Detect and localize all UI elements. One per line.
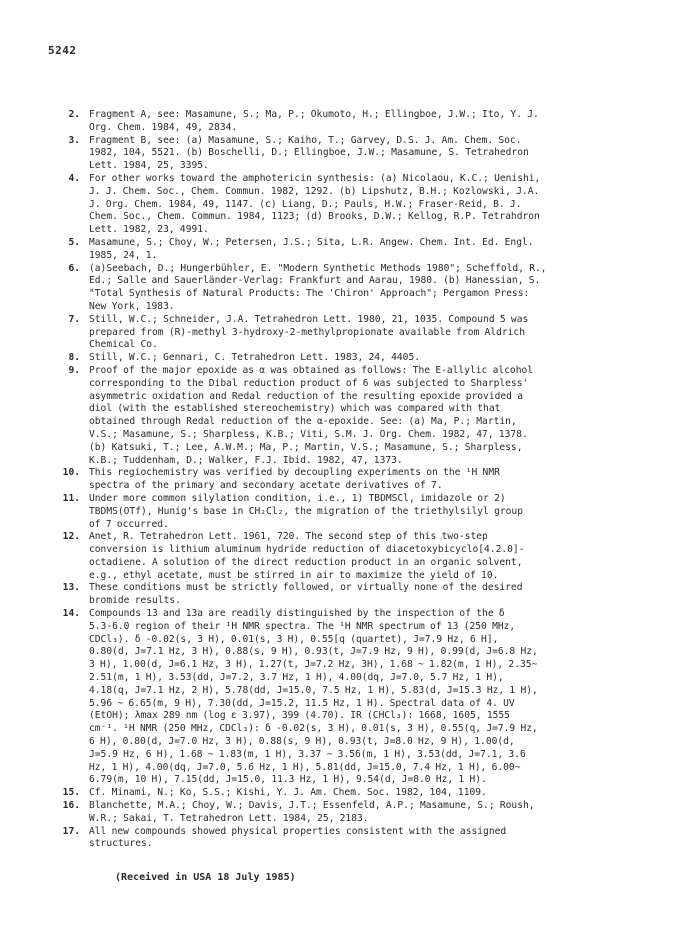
reference-text: Anet, R. Tetrahedron Lett. 1961, 720. The second step of this two-step conversion is lithium aluminum hydride reduction of diacetoxybicyclo[4.2.0]- octadiene. A solution of the direct reduction product in an organic solvent, e.g., ethyl acetate, must be stirred in air to maximize the yield of 10. <box>89 531 525 581</box>
reference-number: 12. <box>62 531 80 543</box>
reference-item <box>58 314 648 352</box>
reference-text: These conditions must be strictly followed, or virtually none of the desired bromide results. <box>89 582 523 607</box>
reference-text: Fragment B, see: (a) Masamune, S.; Kaiho, T.; Garvey, D.S. J. Am. Chem. Soc. 1982, 104, 5521. (b) Boschelli, D.; Ellingboe, J.W.; Masamune, S. Tetrahedron Lett. 1984, 25, 3395. <box>89 134 529 172</box>
reference-number: 13. <box>62 582 80 594</box>
reference-number: 9. <box>68 364 80 376</box>
reference-number: 10. <box>62 467 80 479</box>
reference-text: Under more common silylation condition, i.e., 1) TBDMSCl, imidazole or 2) TBDMS(OTf), Hunig's base in CH₂Cl₂, the migration of the triethylsilyl group of 7 occurred. <box>89 492 523 530</box>
reference-list <box>58 109 648 851</box>
reference-text: For other works toward the amphotericin synthesis: (a) Nicolaou, K.C.; Uenishi, J. J. Chem. Soc., Chem. Commun. 1982, 1292. (b) Lipshutz, B.H.; Kozlowski, J.A. J. Org. Chem. 1984, 49, 1147. (c) Liang, D.; Pauls, H.W.; Fraser-Reid, B. J. Chem. Soc., Chem. Commun. 1984, 1123; (d) Brooks, D.W.; Kellog, R.P. Tetrahdron Lett. 1982, 23, 4991. <box>89 172 541 236</box>
reference-text: Compounds 13 and 13a are readily distinguished by the inspection of the δ 5.3-6.0 region of their ¹H NMR spectra. The ¹H NMR spectrum of 13 (250 MHz, CDCl₃). δ -0.02(s, 3 H), 0.01(s, 3 H), 0.55[q (quartet), J=7.9 Hz, 6 H], 0.80(d, J=7.1 Hz, 3 H), 0.88(s, 9 H), 0.93(t, J=7.9 Hz, 9 H), 0.99(d, J=6.8 Hz, 3 H), 1.00(d, J=6.1 Hz, 3 H), 1.27(t, J=7.2 Hz, 3H), 1.68 ~ 1.82(m, 1 H), 2.35~ 2.51(m, 1 H), 3.53(dd, J=7.2, 3.7 Hz, 1 H), 4.00(dq, J=7.0, 5.7 Hz, 1 H), 4.18(q, J=7.1 Hz, 2 H), 5.78(dd, J=15.0, 7.5 Hz, 1 H), 5.83(d, J=15.3 Hz, 1 H), 5.96 ~ 6.65(m, 9 H), 7.30(dd, J=15.2, 11.5 Hz, 1 H). Spectral data of 4. UV (EtOH); λmax 289 nm (log ε 3.97), 399 (4.70). IR (CHCl₃): 1668, 1605, 1555 cm⁻¹. ¹H NMR (250 MHz, CDCl₃): δ -0.02(s, 3 H), 0.01(s, 3 H), 0.55(q, J=7.9 Hz, 6 H), 0.80(d, J=7.0 Hz, 3 H), 0.88(s, 9 H), 0.93(t, J=8.0 Hz, 9 H), 1.00(d, J=5.9 Hz, 6 H), 1.68 ~ 1.83(m, 1 H), 3.37 ~ 3.56(m, 1 H), 3.53(dd, J=7.1, 3.6 Hz, 1 H), 4.00(dq, J=7.0, 5.6 Hz, 1 H), 5.81(dd, J=15.0, 7.4 Hz, 1 H), 6.00~ 6.79(m, 10 H), 7.15(dd, J=15.0, 11.3 Hz, 1 H), 9.54(d, J=8.0 Hz, 1 H). <box>89 608 538 786</box>
reference-text: This regiochemistry was verified by decoupling experiments on the ¹H NMR spectra of the primary and secondary acetate derivatives of 7. <box>89 467 500 492</box>
reference-number: 2. <box>68 109 80 120</box>
reference-text: Blanchette, M.A.; Choy, W.; Davis, J.T.; Essenfeld, A.P.; Masamune, S.; Roush, W.R.; Sakai, T. Tetrahedron Lett. 1984, 25, 2183. <box>89 800 535 824</box>
reference-text: All new compounds showed physical properties consistent with the assigned structures. <box>89 825 507 850</box>
reference-number: 16. <box>62 800 80 812</box>
reference-item <box>58 237 648 263</box>
reference-item <box>58 263 648 314</box>
reference-item <box>58 467 648 493</box>
reference-number: 7. <box>68 313 80 325</box>
reference-item <box>58 173 648 237</box>
reference-number: 15. <box>62 787 80 799</box>
reference-number: 17. <box>62 825 80 837</box>
reference-item <box>58 493 648 531</box>
reference-item <box>58 352 648 365</box>
reference-item <box>58 582 648 608</box>
reference-number: 14. <box>62 608 80 620</box>
reference-number: 3. <box>68 134 80 146</box>
reference-number: 11. <box>62 492 80 504</box>
reference-number: 8. <box>68 352 80 364</box>
reference-text: Still, W.C.; Gennari, C. Tetrahedron Lett. 1983, 24, 4405. <box>89 352 421 364</box>
reference-item <box>58 365 648 467</box>
reference-text: Still, W.C.; Schneider, J.A. Tetrahedron Lett. 1980, 21, 1035. Compound 5 was prepared from (R)-methyl 3-hydroxy-2-methylpropionate available from Aldrich Chemical Co. <box>89 313 529 351</box>
reference-item <box>58 800 648 826</box>
reference-text: (a)Seebach, D.; Hungerbühler, E. "Modern Synthetic Methods 1980"; Scheffold, R., Ed.; Salle and Sauerländer-Verlag: Frankfurt and Aarau, 1980. (b) Hanessian, S. "Total Synthesis of Natural Products: The 'Chiron' Approach"; Pergamon Press: New York, 1983. <box>89 262 547 312</box>
reference-text: Fragment A, see: Masamune, S.; Ma, P.; Okumoto, H.; Ellingboe, J.W.; Ito, Y. J. Org. Chem. 1984, 49, 2834. <box>89 109 539 133</box>
reference-item <box>58 826 648 852</box>
reference-item <box>58 787 648 800</box>
reference-item <box>58 109 648 135</box>
reference-number: 5. <box>68 236 80 248</box>
reference-text: Proof of the major epoxide as α was obtained as follows: The E-allylic alcohol corresponding to the Dibal reduction product of 6 was subjected to Sharpless' asymmetric oxidation and Redal reduction of the resulting epoxide provided a diol (with the established stereochemistry) which was compared with that obtained through Redal reduction of the α-epoxide. See: (a) Ma, P.; Martin, V.S.; Masamune, S.; Sharpless, K.B.; Viti, S.M. J. Org. Chem. 1982, 47, 1378. (b) Katsuki, T.; Lee, A.W.M.; Ma, P.; Martin, V.S.; Masamune, S.; Sharpless, K.B.; Tuddenham, D.; Walker, F.J. Ibid. 1982, 47, 1373. <box>89 364 534 466</box>
reference-item <box>58 135 648 173</box>
reference-text: Masamune, S.; Choy, W.; Petersen, J.S.; Sita, L.R. Angew. Chem. Int. Ed. Engl. 1985, 24, 1. <box>89 236 534 261</box>
reference-text: Cf. Minami, N.; Ko, S.S.; Kishi, Y. J. Am. Chem. Soc. 1982, 104, 1109. <box>89 787 487 799</box>
received-date: (Received in USA 18 July 1985) <box>115 872 296 883</box>
reference-item <box>58 531 648 582</box>
page-number: 5242 <box>48 44 77 57</box>
reference-number: 6. <box>68 262 80 274</box>
reference-number: 4. <box>68 172 80 184</box>
reference-item <box>58 608 648 787</box>
